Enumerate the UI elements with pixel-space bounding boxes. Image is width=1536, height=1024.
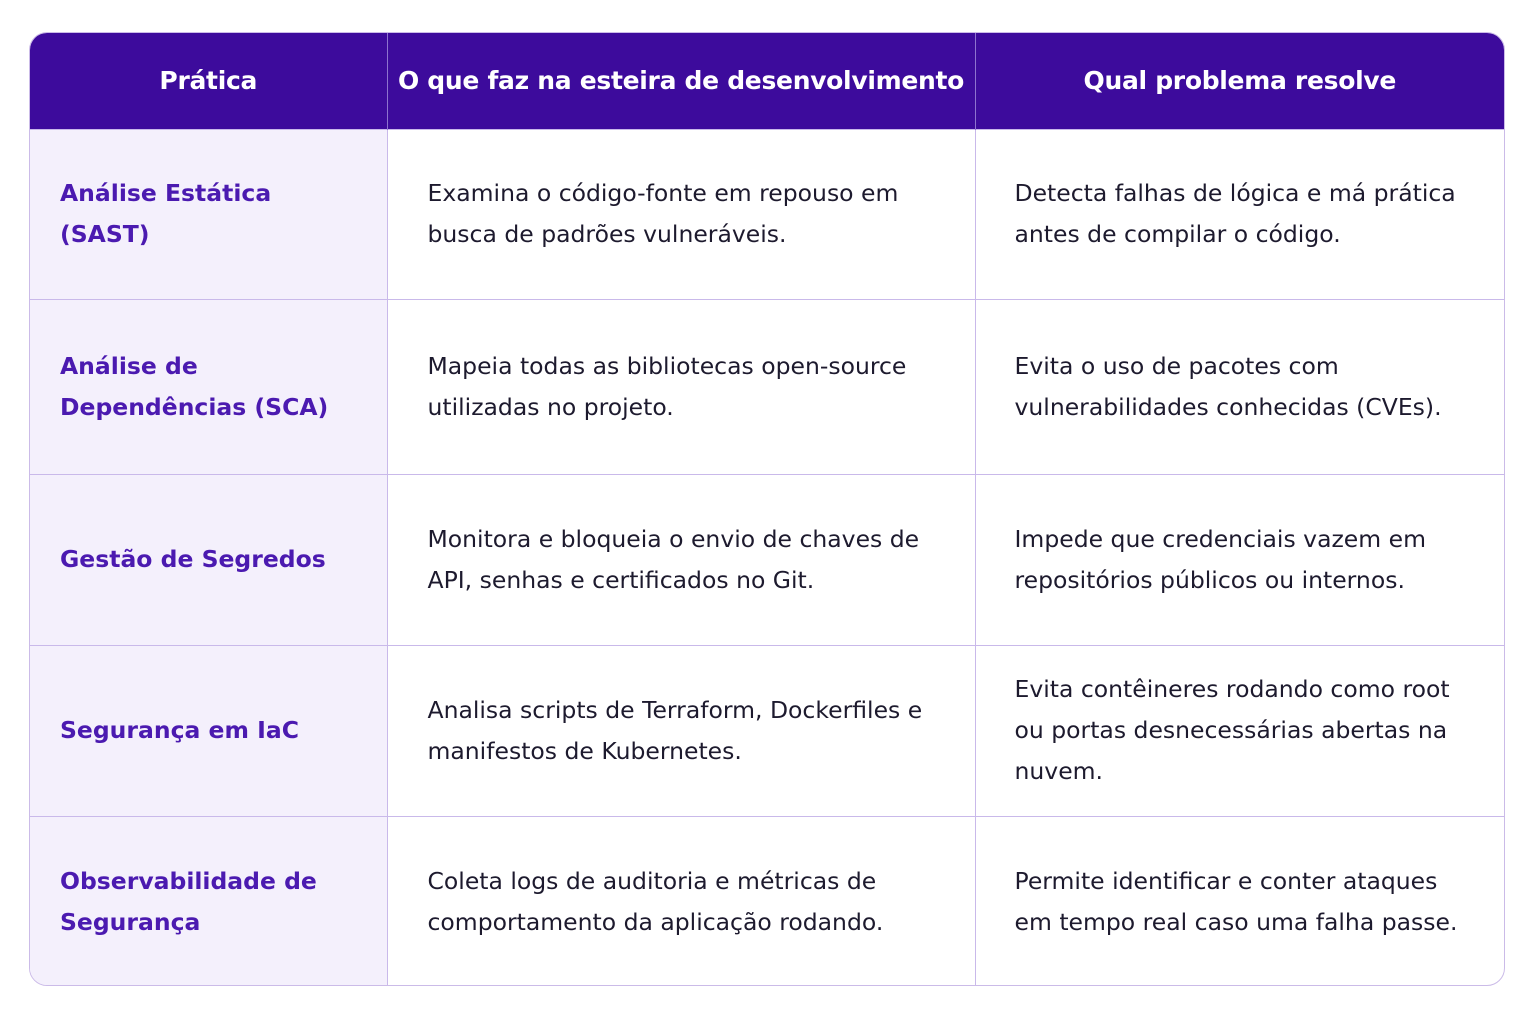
what-cell: Monitora e bloqueia o envio de chaves de API, senhas e certificados no Git. xyxy=(387,474,975,645)
what-cell: Coleta logs de auditoria e métricas de comportamento da aplicação rodando. xyxy=(387,816,975,986)
table-body xyxy=(30,129,1504,986)
practice-cell: Segurança em IaC xyxy=(30,645,387,816)
problem-cell: Impede que credenciais vazem em repositórios públicos ou internos. xyxy=(975,474,1504,645)
header-row xyxy=(30,33,1504,129)
table-row xyxy=(30,299,1504,474)
table-row xyxy=(30,645,1504,816)
table-row xyxy=(30,816,1504,986)
table-header xyxy=(30,33,1504,129)
table-row xyxy=(30,129,1504,299)
table-row xyxy=(30,474,1504,645)
problem-cell: Evita o uso de pacotes com vulnerabilidades conhecidas (CVEs). xyxy=(975,299,1504,474)
practices-table-grid xyxy=(30,33,1504,986)
what-cell: Analisa scripts de Terraform, Dockerfiles e manifestos de Kubernetes. xyxy=(387,645,975,816)
practice-cell: Observabilidade de Segurança xyxy=(30,816,387,986)
practice-cell: Gestão de Segredos xyxy=(30,474,387,645)
practice-cell: Análise Estática (SAST) xyxy=(30,129,387,299)
header-practice: Prática xyxy=(30,33,387,129)
what-cell: Examina o código-fonte em repouso em busca de padrões vulneráveis. xyxy=(387,129,975,299)
practice-cell: Análise de Dependências (SCA) xyxy=(30,299,387,474)
what-cell: Mapeia todas as bibliotecas open-source utilizadas no projeto. xyxy=(387,299,975,474)
problem-cell: Permite identificar e conter ataques em tempo real caso uma falha passe. xyxy=(975,816,1504,986)
header-what-it-does: O que faz na esteira de desenvolvimento xyxy=(387,33,975,129)
problem-cell: Detecta falhas de lógica e má prática antes de compilar o código. xyxy=(975,129,1504,299)
header-problem-solved: Qual problema resolve xyxy=(975,33,1504,129)
problem-cell: Evita contêineres rodando como root ou portas desnecessárias abertas na nuvem. xyxy=(975,645,1504,816)
security-practices-table xyxy=(29,32,1505,986)
